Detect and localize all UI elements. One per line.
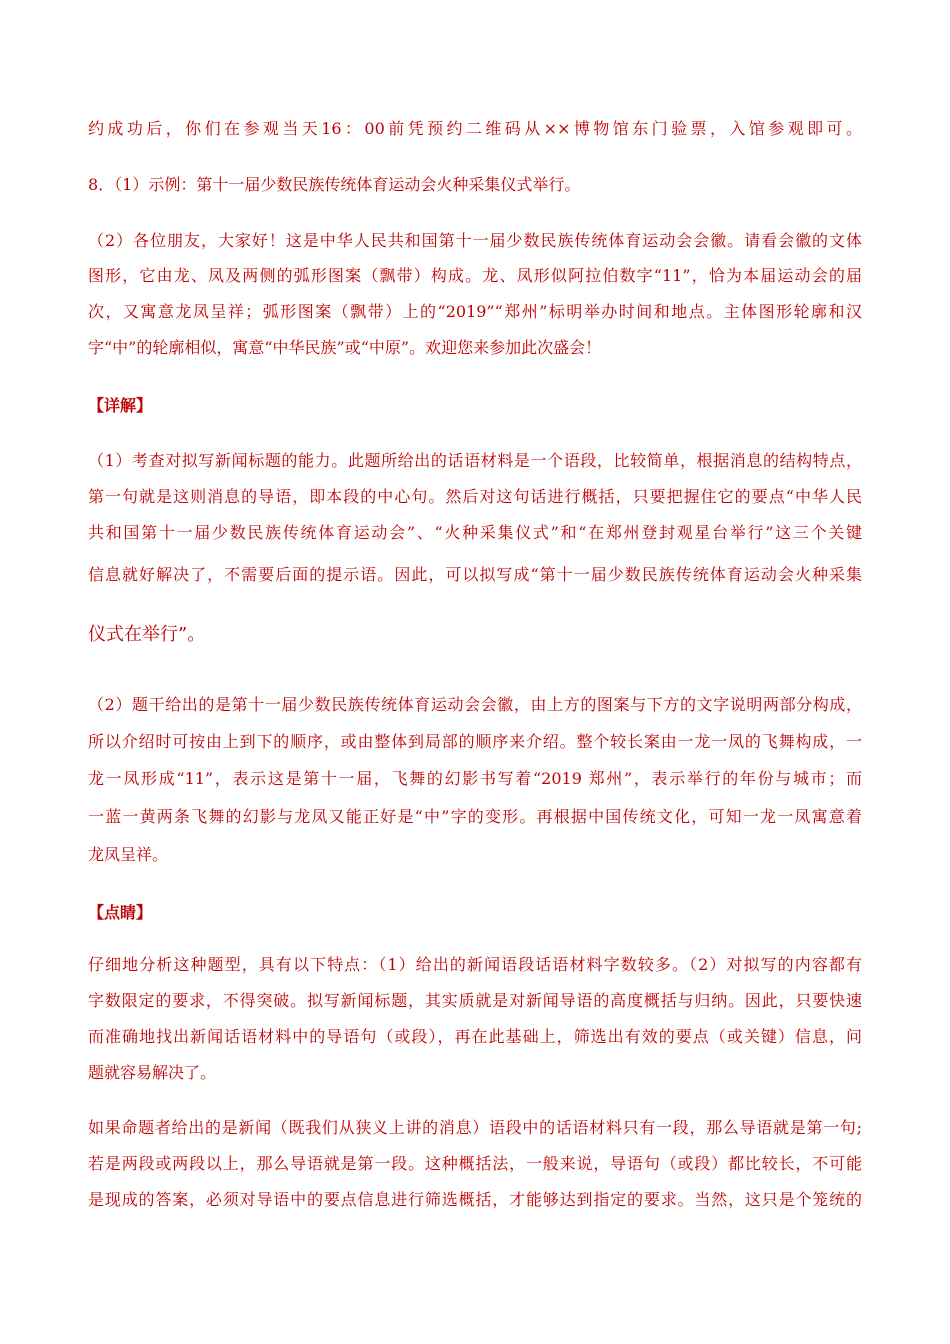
tips-heading: 【点睛】 [88,903,153,922]
paragraph-line: 字数限定的要求，不得突破。拟写新闻标题，其实质就是对新闻导语的高度概括与归纳。因此，只要快速 [88,991,862,1010]
paragraph-line: 龙凤呈祥。 [88,845,169,864]
paragraph-line: 字“中”的轮廓相似，寓意“中华民族”或“中原”。欢迎您来参加此次盛会！ [88,338,602,357]
paragraph-line: 是现成的答案，必须对导语中的要点信息进行筛选概括，才能够达到指定的要求。当然，这只是个笼统的 [88,1190,862,1209]
paragraph-line: 而准确地找出新闻话语材料中的导语句（或段），再在此基础上，筛选出有效的要点（或关键）信息，问 [88,1027,862,1046]
paragraph-line: 信息就好解决了，不需要后面的提示语。因此，可以拟写成“第十一届少数民族传统体育运动会火种采集 [88,565,862,584]
paragraph-line: 共和国第十一届少数民族传统体育运动会”、“火种采集仪式”和“在郑州登封观星台举行”这三个关键 [88,523,862,542]
paragraph-line: 仪式在举行”。 [88,624,206,645]
question-8-part-1: 8．（1）示例：第十一届少数民族传统体育运动会火种采集仪式举行。 [88,175,581,194]
paragraph-line: 图形，它由龙、凤及两侧的弧形图案（飘带）构成。龙、凤形似阿拉伯数字“11”，恰为本届运动会的届 [88,266,862,285]
paragraph-line: 仔细地分析这种题型，具有以下特点：（1）给出的新闻语段话语材料字数较多。（2）对拟写的内容都有 [88,955,862,974]
paragraph-line: 所以介绍时可按由上到下的顺序，或由整体到局部的顺序来介绍。整个较长案由一龙一凤的飞舞构成，一 [88,732,862,751]
detail-heading: 【详解】 [88,396,153,415]
paragraph-line: 一蓝一黄两条飞舞的幻影与龙凤又能正好是“中”字的变形。再根据中国传统文化，可知一龙一凤寓意着 [88,807,862,826]
paragraph-line: 次，又寓意龙凤呈祥；弧形图案（飘带）上的“2019”“郑州”标明举办时间和地点。主体图形轮廓和汉 [88,302,862,321]
paragraph-line: 如果命题者给出的是新闻（既我们从狭义上讲的消息）语段中的话语材料只有一段，那么导语就是第一句; [88,1118,862,1137]
paragraph-line: 题就容易解决了。 [88,1063,217,1082]
paragraph-line: 若是两段或两段以上，那么导语就是第一段。这种概括法，一般来说，导语句（或段）都比较长，不可能 [88,1154,862,1173]
paragraph-line: 约成功后，你们在参观当天16：00前凭预约二维码从××博物馆东门验票，入馆参观即可。 [88,119,862,138]
paragraph-line: （2）题干给出的是第十一届少数民族传统体育运动会会徽，由上方的图案与下方的文字说明两部分构成， [88,695,862,714]
paragraph-line: 第一句就是这则消息的导语，即本段的中心句。然后对这句话进行概括，只要把握住它的要点“中华人民 [88,487,862,506]
paragraph-line: （1）考查对拟写新闻标题的能力。此题所给出的话语材料是一个语段，比较简单，根据消息的结构特点， [88,451,862,470]
paragraph-line: 龙一凤形成“11”，表示这是第十一届，飞舞的幻影书写着“2019 郑州”，表示举行的年份与城市；而 [88,769,862,788]
paragraph-line: （2）各位朋友，大家好！这是中华人民共和国第十一届少数民族传统体育运动会会徽。请看会徽的文体 [88,231,862,250]
